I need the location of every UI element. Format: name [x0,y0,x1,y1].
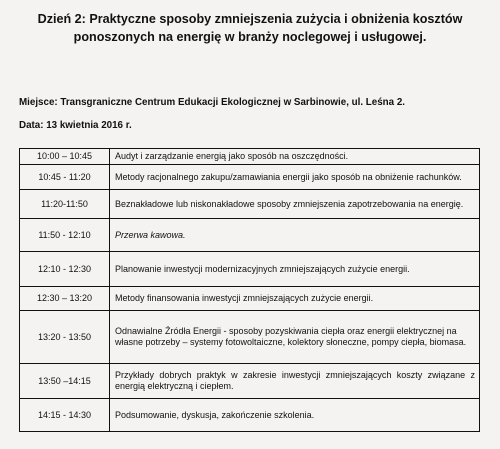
time-cell: 13:20 - 13:50 [20,311,110,364]
schedule-table [19,148,480,432]
table-row [20,364,480,399]
table-row [20,311,480,364]
table-row [20,219,480,252]
time-cell: 11:20-11:50 [20,190,110,219]
description-cell: Metody racjonalnego zakupu/zamawiania energii jako sposób na obniżenie rachunków. [110,165,480,190]
description-cell: Metody finansowania inwestycji zmniejszających zużycie energii. [110,287,480,311]
description-cell: Przykłady dobrych praktyk w zakresie inwestycji zmniejszających koszty związane z energią elektryczną i ciepłem. [110,364,480,399]
table-row [20,287,480,311]
table-row [20,190,480,219]
title-line-2: ponoszonych na energię w branży noclegowej i usługowej. [73,30,427,44]
page-title [20,10,480,46]
description-cell: Planowanie inwestycji modernizacyjnych zmniejszających zużycie energii. [110,252,480,287]
date-line: Data: 13 kwietnia 2016 r. [19,120,132,131]
time-cell: 11:50 - 12:10 [20,219,110,252]
description-cell: Przerwa kawowa. [110,219,480,252]
time-cell: 12:30 – 13:20 [20,287,110,311]
table-row [20,165,480,190]
title-line-1: Dzień 2: Praktyczne sposoby zmniejszenia zużycia i obniżenia kosztów [37,12,463,26]
table-row [20,149,480,165]
time-cell: 14:15 - 14:30 [20,399,110,432]
time-cell: 12:10 - 12:30 [20,252,110,287]
description-cell: Podsumowanie, dyskusja, zakończenie szkolenia. [110,399,480,432]
description-cell: Beznakładowe lub niskonakładowe sposoby zmniejszenia zapotrzebowania na energię. [110,190,480,219]
description-cell: Odnawialne Źródła Energii - sposoby pozyskiwania ciepła oraz energii elektrycznej na własne potrzeby – systemy fotowoltaiczne, kolektory słoneczne, pompy ciepła, biomasa. [110,311,480,364]
table-row [20,399,480,432]
time-cell: 13:50 –14:15 [20,364,110,399]
location-line: Miejsce: Transgraniczne Centrum Edukacji Ekologicznej w Sarbinowie, ul. Leśna 2. [19,97,405,108]
table-row [20,252,480,287]
time-cell: 10:00 – 10:45 [20,149,110,165]
description-cell: Audyt i zarządzanie energią jako sposób na oszczędności. [110,149,480,165]
time-cell: 10:45 - 11:20 [20,165,110,190]
